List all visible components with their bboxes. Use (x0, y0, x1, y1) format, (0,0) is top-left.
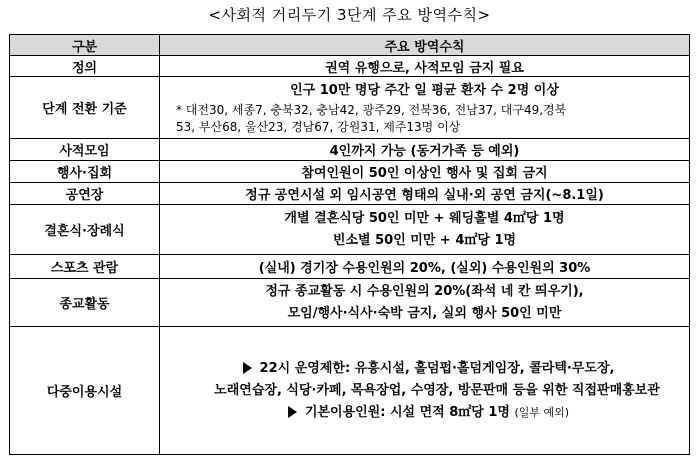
quarantine-rules-table (9, 34, 690, 455)
row-text-private: 4인까지 가능 (동거가족 등 예외) (160, 139, 690, 161)
header-rules: 주요 방역수칙 (160, 35, 690, 56)
row-label-criteria: 단계 전환 기준 (10, 77, 160, 139)
header-category: 구분 (10, 35, 160, 56)
row-label-wedding: 결혼식·장례식 (10, 205, 160, 255)
table-row (10, 139, 690, 161)
table-row (10, 56, 690, 77)
triangle-bullet-icon (243, 362, 252, 374)
wedding-line2: 빈소별 50인 미만 + 4㎡당 1명 (332, 232, 517, 248)
facilities-line2: 노래연습장, 식당·카페, 목욕장업, 수영장, 방문판매 등을 위한 직접판매홍보관 (214, 382, 660, 398)
page-title: <사회적 거리두기 3단계 주요 방역수칙> (208, 6, 491, 24)
table-header-row (10, 35, 690, 56)
triangle-bullet-icon (288, 406, 297, 418)
table-row (10, 183, 690, 205)
row-text-performance: 정규 공연시설 외 임시공연 형태의 실내·외 공연 금지(~8.1일) (160, 183, 690, 205)
facilities-line3: 기본이용인원: 시설 면적 8㎡당 1명 (304, 404, 510, 420)
table-row (10, 161, 690, 183)
row-label-private: 사적모임 (10, 139, 160, 161)
criteria-text: 인구 10만 명당 주간 일 평균 환자 수 2명 이상 (290, 82, 559, 98)
row-label-religion: 종교활동 (10, 279, 160, 327)
facilities-line3-note: (일부 예외) (514, 405, 570, 419)
religion-line1: 정규 종교활동 시 수용인원의 20%(좌석 네 칸 띄우기), (265, 283, 584, 299)
criteria-note (164, 102, 685, 136)
table-row (10, 205, 690, 255)
row-label-sports: 스포츠 관람 (10, 255, 160, 279)
table-row (10, 279, 690, 327)
row-label-performance: 공연장 (10, 183, 160, 205)
table-row (10, 327, 690, 455)
criteria-note-line2: 53, 부산68, 울산23, 경남67, 강원31, 제주13명 이상 (176, 119, 461, 134)
facilities-line1: 22시 운영제한: 유흥시설, 홀덤펍·홀덤게임장, 콜라텍·무도장, (259, 360, 615, 376)
row-text-sports: (실내) 경기장 수용인원의 20%, (실외) 수용인원의 30% (160, 255, 690, 279)
religion-line2: 모임/행사·식사·숙박 금지, 실외 행사 50인 미만 (287, 305, 562, 321)
table-row (10, 255, 690, 279)
row-label-facilities: 다중이용시설 (10, 327, 160, 455)
row-label-events: 행사·집회 (10, 161, 160, 183)
row-text-definition: 권역 유행으로, 사적모임 금지 필요 (160, 56, 690, 77)
table-row (10, 77, 690, 139)
row-label-definition: 정의 (10, 56, 160, 77)
row-text-events: 참여인원이 50인 이상인 행사 및 집회 금지 (160, 161, 690, 183)
criteria-note-line1: * 대전30, 세종7, 충북32, 충남42, 광주29, 전북36, 전남37, 대구49,경북 (176, 102, 567, 117)
wedding-line1: 개별 결혼식당 50인 미만 + 웨딩홀별 4㎡당 1명 (284, 210, 565, 226)
